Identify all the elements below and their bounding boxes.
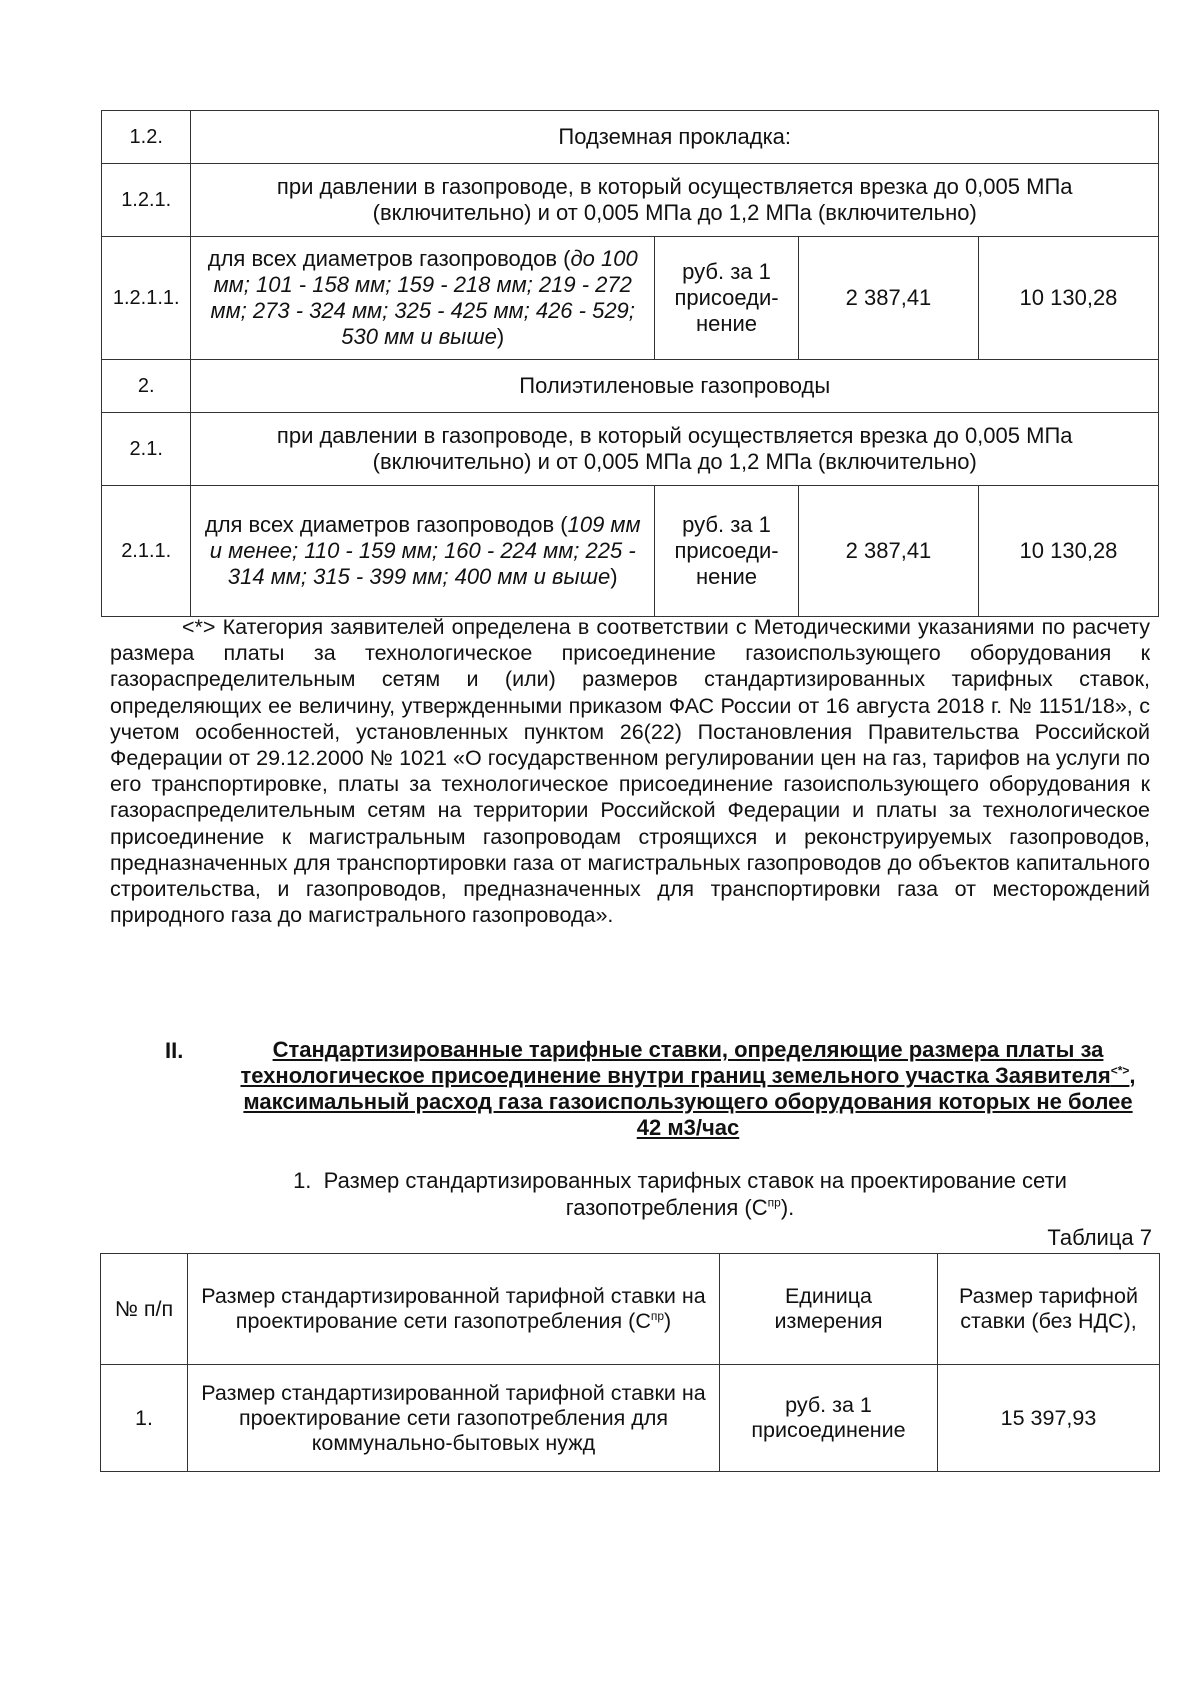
- description-close: ): [610, 564, 618, 589]
- section-heading: Подземная прокладка:: [191, 111, 1159, 164]
- description-diameters: до 100 мм; 101 - 158 мм; 159 - 218 мм; 219 - 272 мм; 273 - 324 мм; 325 - 425 мм; 426 - 529; 530 мм и выше: [210, 246, 638, 349]
- tariff-table-7: [100, 1253, 1160, 1472]
- row-name: Размер стандартизированной тарифной ставки на проектирование сети газопотребления для коммунально-бытовых нужд: [188, 1365, 720, 1472]
- unit-cell: руб. за 1 присоединение: [720, 1365, 938, 1472]
- table-label: Таблица 7: [1047, 1225, 1152, 1250]
- row-number: 2.1.: [102, 413, 191, 486]
- row-number: 1.: [101, 1365, 188, 1472]
- header-number: № п/п: [101, 1254, 188, 1365]
- value-cell: 10 130,28: [978, 486, 1158, 617]
- header-name-text: Размер стандартизированной тарифной ставки на проектирование сети газопотребления (С: [201, 1284, 706, 1333]
- section-title: [236, 1037, 1140, 1141]
- footnote-marker: <*>: [1110, 1063, 1130, 1078]
- header-name-close: ): [664, 1309, 672, 1333]
- table-row: [101, 1365, 1160, 1472]
- caption-superscript: пр: [767, 1195, 781, 1210]
- row-number: 1.2.1.: [102, 164, 191, 237]
- header-name-superscript: пр: [650, 1308, 665, 1323]
- value-cell: 2 387,41: [799, 486, 979, 617]
- subsection-heading: при давлении в газопроводе, в который осуществляется врезка до 0,005 МПа (включительно) и от 0,005 МПа до 1,2 МПа (включительно): [191, 164, 1159, 237]
- description-text: для всех диаметров газопроводов (: [207, 246, 571, 271]
- value-cell: 15 397,93: [938, 1365, 1160, 1472]
- caption-close: ).: [780, 1195, 795, 1220]
- table-row: [102, 164, 1159, 237]
- description-close: ): [496, 324, 505, 349]
- description-diameters: 109 мм и менее; 110 - 159 мм; 160 - 224 мм; 225 - 314 мм; 315 - 399 мм; 400 мм и выше: [209, 512, 641, 589]
- subsection-heading: при давлении в газопроводе, в который осуществляется врезка до 0,005 МПа (включительно) и от 0,005 МПа до 1,2 МПа (включительно): [191, 413, 1159, 486]
- table-row: [102, 486, 1159, 617]
- row-number: 1.2.1.1.: [102, 237, 191, 360]
- table-row: [102, 413, 1159, 486]
- header-unit: Единица измерения: [720, 1254, 938, 1365]
- section-heading: Полиэтиленовые газопроводы: [191, 360, 1159, 413]
- caption-text: Размер стандартизированных тарифных ставок на проектирование сети газопотребления (С: [323, 1168, 1067, 1220]
- caption-number: 1.: [293, 1168, 312, 1193]
- table-row: [102, 111, 1159, 164]
- table-row: [102, 237, 1159, 360]
- footnote: <*> Категория заявителей определена в соответствии с Методическими указаниями по расчету размера платы за технологическое присоединение газоиспользующего оборудования к газораспределительным сетям и (или) размеров стандартизированных тарифных ставок, определяющих ее величину, утвержденными приказом ФАС России от 16 августа 2018 г. № 1151/18», с учетом особенностей, установленных пунктом 26(22) Постановления Правительства Российской Федерации от 29.12.2000 № 1021 «О государственном регулировании цен на газ, тарифов на услуги по его транспортировке, платы за технологическое присоединение газоиспользующего оборудования к газораспределительным сетям на территории Российской Федерации и платы за технологическое присоединение к магистральным газопроводам строящихся и реконструируемых газопроводов, предназначенных для транспортировки газа от магистральных газопроводов до объектов капитального строительства, и газопроводов, предназначенных для транспортировки газа от месторождений природного газа до магистрального газопровода».: [110, 615, 1150, 928]
- table-caption: [270, 1167, 1090, 1221]
- header-name: [188, 1254, 720, 1365]
- table-header-row: [101, 1254, 1160, 1365]
- tariff-table-continued: [101, 110, 1159, 617]
- unit-cell: руб. за 1 присоеди-нение: [655, 237, 799, 360]
- section-title-text: Стандартизированные тарифные ставки, определяющие размера платы за технологическое присоединение внутри границ земельного участка Заявителя: [240, 1037, 1111, 1088]
- section-title-text-continued: , максимальный расход газа газоиспользующего оборудования которых не более 42 м3/час: [243, 1063, 1136, 1140]
- row-number: 2.1.1.: [102, 486, 191, 617]
- item-description: [191, 486, 655, 617]
- value-cell: 10 130,28: [978, 237, 1158, 360]
- value-cell: 2 387,41: [799, 237, 979, 360]
- item-description: [191, 237, 655, 360]
- description-text: для всех диаметров газопроводов (: [204, 512, 568, 537]
- table-row: [102, 360, 1159, 413]
- row-number: 2.: [102, 360, 191, 413]
- row-number: 1.2.: [102, 111, 191, 164]
- header-rate: Размер тарифной ставки (без НДС),: [938, 1254, 1160, 1365]
- section-number: II.: [165, 1038, 184, 1063]
- unit-cell: руб. за 1 присоеди-нение: [655, 486, 799, 617]
